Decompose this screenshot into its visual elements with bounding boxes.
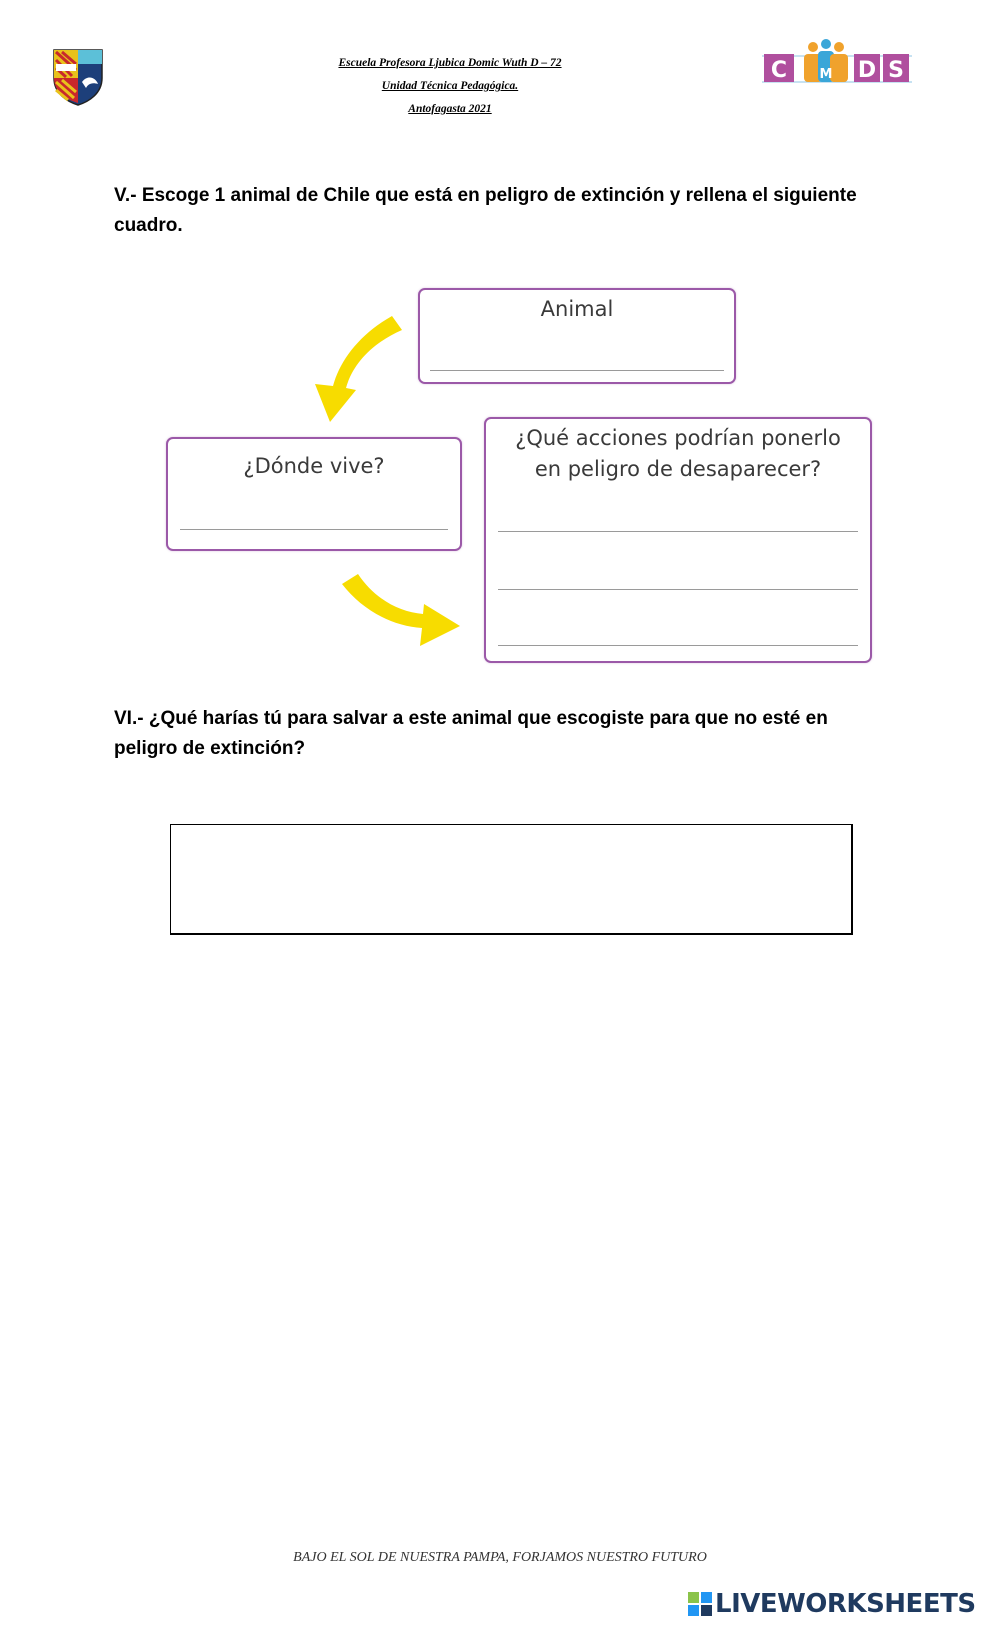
school-crest-icon (52, 48, 104, 106)
arrow-curve-icon (342, 574, 460, 646)
cmds-letter-c: C (770, 58, 788, 83)
unit-name: Unidad Técnica Pedagógica. (381, 80, 519, 92)
school-name: Escuela Profesora Ljubica Domic Wuth D – 72 (338, 57, 562, 69)
animal-box (418, 288, 736, 384)
answer-line[interactable] (498, 589, 858, 590)
answer-text-box[interactable] (170, 824, 853, 935)
acciones-box (484, 417, 872, 663)
footer-motto: BAJO EL SOL DE NUESTRA PAMPA, FORJAMOS NUESTRO FUTURO (293, 1550, 707, 1565)
arrow-curve-icon (315, 316, 402, 422)
donde-vive-box (166, 437, 462, 551)
acciones-title-line1: ¿Qué acciones podrían ponerlo (515, 426, 841, 450)
cmds-logo (762, 38, 912, 86)
answer-line[interactable] (498, 531, 858, 532)
answer-line[interactable] (430, 370, 724, 371)
liveworksheets-logo (688, 1588, 976, 1620)
question-6: VI.- ¿Qué harías tú para salvar a este animal que escogiste para que no esté en peligro de extinción? (114, 708, 828, 759)
answer-line[interactable] (498, 645, 858, 646)
school-header (250, 52, 650, 121)
cmds-letter-d: D (857, 58, 877, 83)
cmds-letter-s: S (888, 58, 904, 83)
liveworksheets-icon (688, 1592, 712, 1616)
acciones-title-line2: en peligro de desaparecer? (534, 457, 822, 481)
donde-vive-title: ¿Dónde vive? (243, 454, 385, 478)
cmds-letter-m: M (819, 67, 833, 82)
answer-line[interactable] (180, 529, 448, 530)
question-5: V.- Escoge 1 animal de Chile que está en peligro de extinción y rellena el siguiente cuadro. (114, 185, 857, 236)
city-year: Antofagasta 2021 (408, 103, 492, 115)
animal-box-title: Animal (540, 297, 614, 321)
liveworksheets-brand: LIVEWORKSHEETS (715, 1589, 976, 1619)
